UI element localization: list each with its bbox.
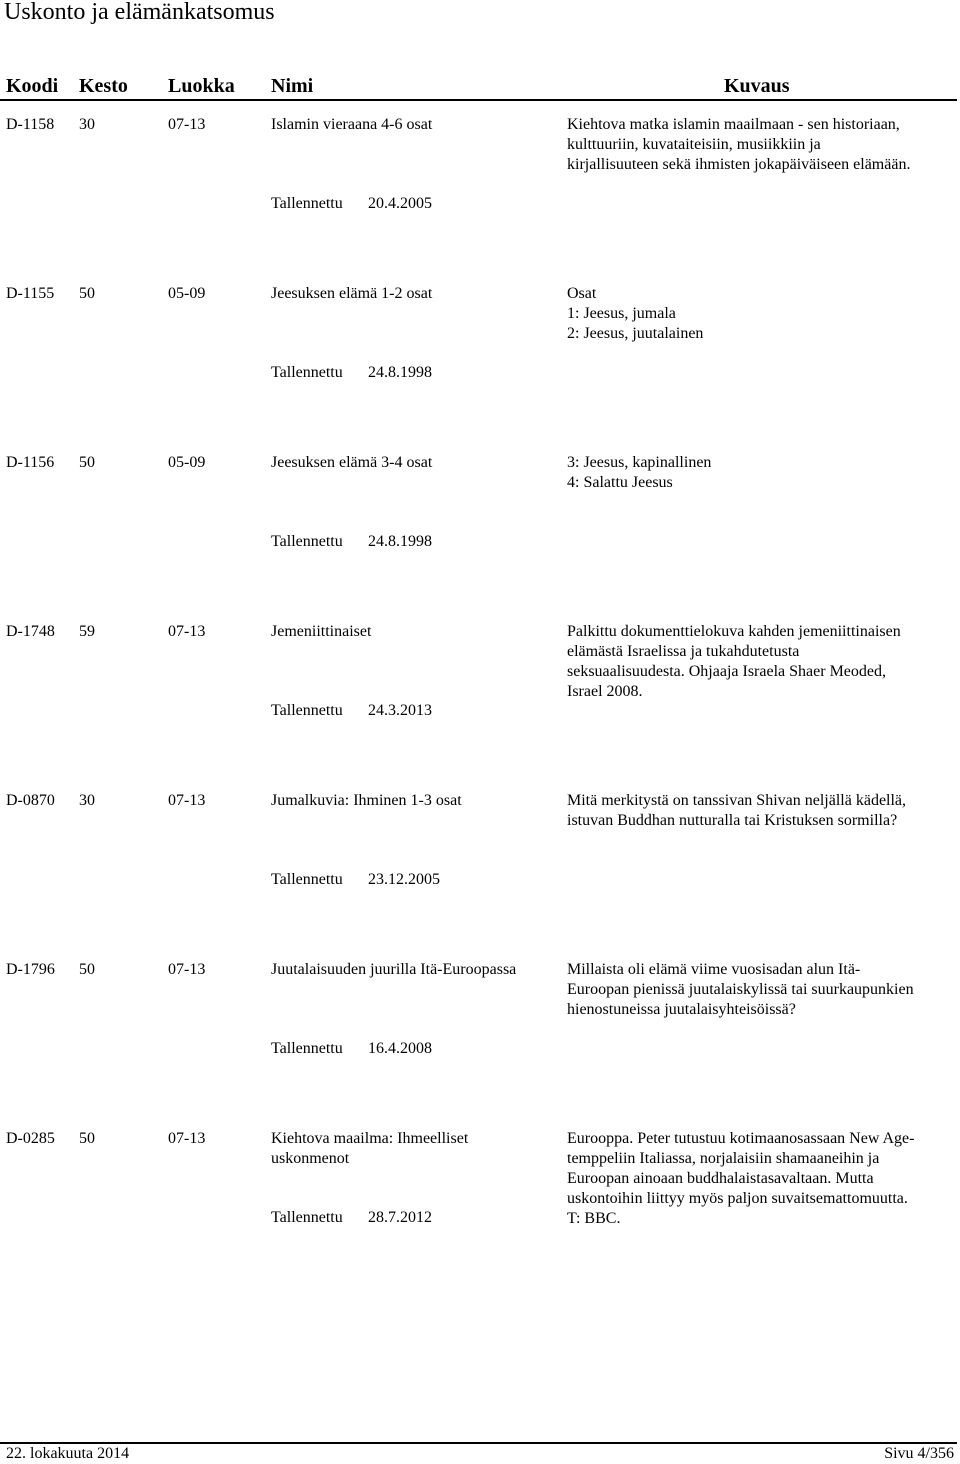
entry-name-line: uskonmenot [271,1150,350,1167]
header-name: Nimi [271,75,314,97]
entry-name-line: Kiehtova maailma: Ihmeelliset [271,1130,469,1147]
saved-label: Tallennettu [271,871,343,888]
entry-description-line: 1: Jeesus, jumala [567,305,676,322]
entry-description-line: Osat [567,285,597,302]
entry-grade: 05-09 [168,454,206,471]
entry-description-line: Eurooppa. Peter tutustuu kotimaanosassaan New Age- [567,1130,915,1147]
entry-description-line: Euroopan ainoaan buddhalaistasavaltaan. Mutta [567,1170,874,1187]
entry-name [271,960,516,980]
entry-description-line: Kiehtova matka islamin maailmaan - sen historiaan, [567,116,900,133]
entry-description-line: temppeliin Italiassa, norjalaisiin shamaaneihin ja [567,1150,880,1167]
entry-description-line: uskontoihin liittyy myös paljon suvaitsemattomuutta. [567,1190,908,1207]
entry-name [271,284,432,304]
saved-date: 24.8.1998 [368,364,432,381]
entry-grade: 07-13 [168,792,206,809]
catalog-entry [0,622,960,792]
entry-name-line: Jumalkuvia: Ihminen 1-3 osat [271,792,462,809]
entry-name [271,622,371,642]
entry-description [567,284,942,344]
entry-saved [271,870,440,890]
entry-duration: 50 [79,961,95,978]
header-divider [0,99,957,101]
entry-description-line: kulttuuriin, kuvataiteisiin, musiikkiin ja [567,136,821,153]
entry-saved [271,1208,432,1228]
entry-name-line: Jeesuksen elämä 1-2 osat [271,285,433,302]
entry-code: D-1155 [6,285,55,302]
catalog-entry [0,284,960,454]
entry-grade: 07-13 [168,1130,206,1147]
catalog-entry [0,791,960,961]
entry-duration: 59 [79,623,95,640]
entry-description-line: istuvan Buddhan nutturalla tai Kristuksen sormilla? [567,812,898,829]
header-duration: Kesto [79,75,128,97]
entry-name [271,115,432,135]
entry-description [567,960,942,1020]
entry-saved [271,194,432,214]
document-title: Uskonto ja elämänkatsomus [4,0,275,25]
entry-description [567,115,942,175]
entry-description-line: Palkittu dokumenttielokuva kahden jemeniittinaisen [567,623,901,640]
entry-description [567,791,942,831]
entry-duration: 50 [79,454,95,471]
entry-grade: 07-13 [168,623,206,640]
entry-name-line: Jemeniittinaiset [271,623,372,640]
footer-page-number: Sivu 4/356 [884,1445,954,1462]
entry-name-line: Islamin vieraana 4-6 osat [271,116,433,133]
entry-description-line: elämästä Israelissa ja tukahdutetusta [567,643,800,660]
entry-saved [271,1039,432,1059]
header-description: Kuvaus [724,75,790,97]
saved-label: Tallennettu [271,364,343,381]
entry-description-line: T: BBC. [567,1210,621,1227]
entry-code: D-1748 [6,623,55,640]
saved-label: Tallennettu [271,702,343,719]
catalog-entry [0,115,960,285]
catalog-entry [0,960,960,1130]
saved-date: 28.7.2012 [368,1209,432,1226]
entry-description-line: Israel 2008. [567,683,643,700]
entry-saved [271,363,432,383]
entry-description-line: Mitä merkitystä on tanssivan Shivan neljällä kädellä, [567,792,907,809]
entry-description-line: kirjallisuuteen sekä ihmisten jokapäiväiseen elämään. [567,156,911,173]
header-code: Koodi [6,75,59,97]
catalog-entry [0,1129,960,1299]
saved-label: Tallennettu [271,195,343,212]
entry-code: D-1158 [6,116,55,133]
entry-code: D-0870 [6,792,55,809]
saved-label: Tallennettu [271,1209,343,1226]
entry-name-line: Juutalaisuuden juurilla Itä-Euroopassa [271,961,517,978]
entry-description-line: hienostuneissa juutalaisyhteisöissä? [567,1001,796,1018]
entry-name [271,791,462,811]
saved-date: 23.12.2005 [368,871,440,888]
entry-description-line: Millaista oli elämä viime vuosisadan alun Itä- [567,961,861,978]
entry-code: D-1156 [6,454,55,471]
entry-saved [271,532,432,552]
saved-date: 24.3.2013 [368,702,432,719]
entry-duration: 30 [79,792,95,809]
entry-grade: 05-09 [168,285,206,302]
entry-description-line: 3: Jeesus, kapinallinen [567,454,712,471]
entry-code: D-0285 [6,1130,55,1147]
saved-date: 16.4.2008 [368,1040,432,1057]
entry-description-line: 2: Jeesus, juutalainen [567,325,704,342]
saved-date: 24.8.1998 [368,533,432,550]
entry-description [567,453,942,493]
footer-date: 22. lokakuuta 2014 [6,1445,130,1462]
entry-description-line: 4: Salattu Jeesus [567,474,673,491]
entry-code: D-1796 [6,961,55,978]
entry-name [271,453,432,473]
catalog-entry [0,453,960,623]
footer-divider [0,1442,957,1444]
entry-grade: 07-13 [168,116,206,133]
entry-duration: 50 [79,1130,95,1147]
entry-name-line: Jeesuksen elämä 3-4 osat [271,454,433,471]
entry-grade: 07-13 [168,961,206,978]
entry-name [271,1129,468,1169]
entry-duration: 50 [79,285,95,302]
entry-duration: 30 [79,116,95,133]
entry-description-line: Euroopan pienissä juutalaiskylissä tai suurkaupunkien [567,981,914,998]
saved-label: Tallennettu [271,533,343,550]
saved-date: 20.4.2005 [368,195,432,212]
entry-description [567,1129,942,1229]
saved-label: Tallennettu [271,1040,343,1057]
entry-description [567,622,942,702]
entry-description-line: seksuaalisuudesta. Ohjaaja Israela Shaer Meoded, [567,663,886,680]
header-grade: Luokka [168,75,235,97]
entry-saved [271,701,432,721]
